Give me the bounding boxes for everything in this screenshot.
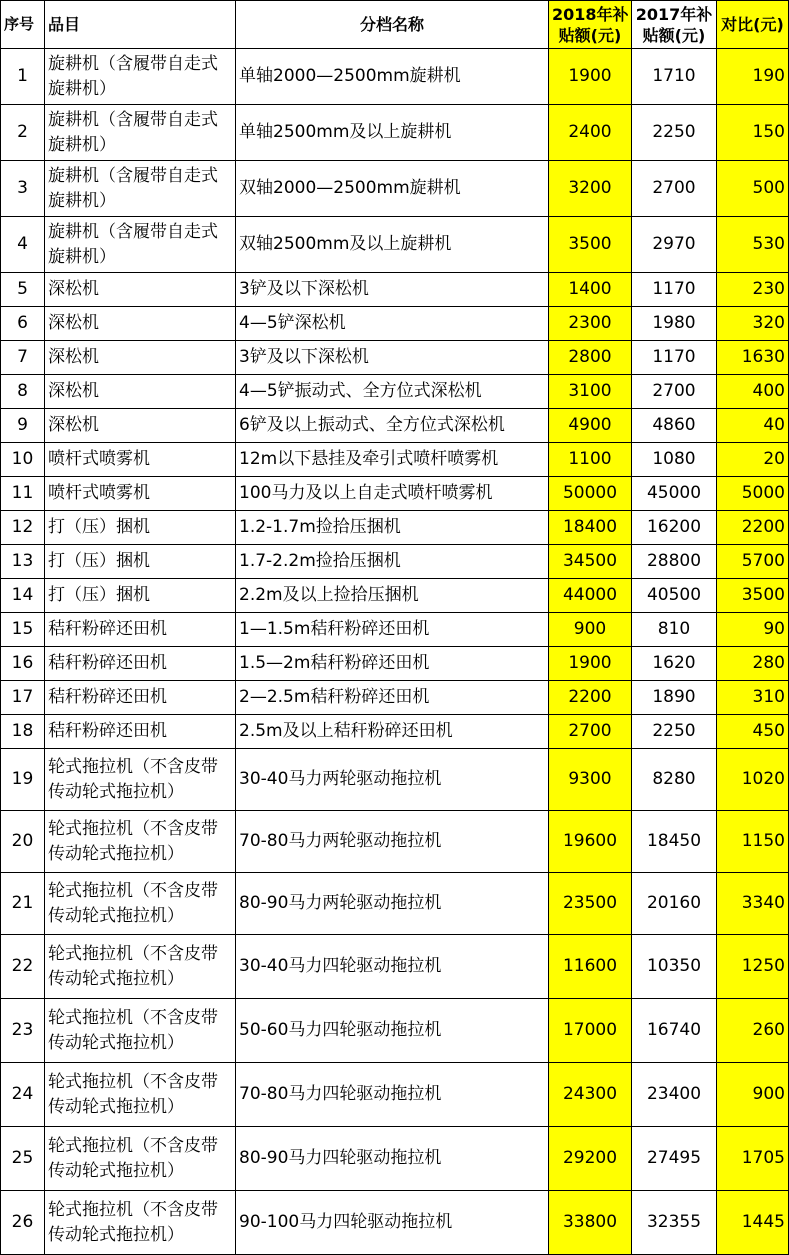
row-seq: 10 [1,443,45,477]
row-2018-subsidy: 4900 [549,409,632,443]
row-diff: 1250 [717,935,789,999]
row-item-name: 旋耕机（含履带自走式旋耕机） [45,49,236,105]
row-2018-subsidy: 2400 [549,105,632,161]
row-2018-subsidy: 34500 [549,545,632,579]
table-row [1,681,789,715]
row-seq: 21 [1,873,45,935]
row-item-name: 轮式拖拉机（不含皮带传动轮式拖拉机） [45,749,236,811]
row-tier-name: 12m以下悬挂及牵引式喷杆喷雾机 [236,443,549,477]
row-seq: 22 [1,935,45,999]
row-2018-subsidy: 1900 [549,49,632,105]
table-row [1,873,789,935]
row-item-name: 喷杆式喷雾机 [45,477,236,511]
row-diff: 1630 [717,341,789,375]
row-item-name: 深松机 [45,409,236,443]
table-row [1,1191,789,1255]
table-row [1,443,789,477]
row-seq: 16 [1,647,45,681]
table-body [1,49,789,1255]
table-row [1,647,789,681]
row-seq: 5 [1,273,45,307]
row-tier-name: 6铲及以上振动式、全方位式深松机 [236,409,549,443]
header-2018-line2: 贴额(元) [558,25,622,45]
row-2017-subsidy: 1170 [632,273,717,307]
row-2017-subsidy: 4860 [632,409,717,443]
row-2017-subsidy: 16200 [632,511,717,545]
header-diff: 对比(元) [717,1,789,49]
row-2017-subsidy: 32355 [632,1191,717,1255]
row-item-name: 喷杆式喷雾机 [45,443,236,477]
row-2017-subsidy: 28800 [632,545,717,579]
row-item-name: 旋耕机（含履带自走式旋耕机） [45,161,236,217]
row-2018-subsidy: 3500 [549,217,632,273]
row-seq: 14 [1,579,45,613]
row-2018-subsidy: 17000 [549,999,632,1063]
header-tier: 分档名称 [236,1,549,49]
row-seq: 17 [1,681,45,715]
row-item-name: 深松机 [45,273,236,307]
table-row [1,999,789,1063]
table-row [1,1063,789,1127]
table-row [1,715,789,749]
row-2017-subsidy: 2250 [632,105,717,161]
row-item-name: 打（压）捆机 [45,545,236,579]
row-2017-subsidy: 1890 [632,681,717,715]
row-tier-name: 3铲及以下深松机 [236,273,549,307]
row-tier-name: 80-90马力四轮驱动拖拉机 [236,1127,549,1191]
row-diff: 2200 [717,511,789,545]
row-item-name: 深松机 [45,307,236,341]
row-2018-subsidy: 23500 [549,873,632,935]
row-2017-subsidy: 1980 [632,307,717,341]
row-seq: 25 [1,1127,45,1191]
row-2018-subsidy: 3100 [549,375,632,409]
table-row [1,49,789,105]
row-tier-name: 50-60马力四轮驱动拖拉机 [236,999,549,1063]
row-item-name: 打（压）捆机 [45,511,236,545]
row-2017-subsidy: 2700 [632,161,717,217]
row-tier-name: 70-80马力两轮驱动拖拉机 [236,811,549,873]
row-seq: 19 [1,749,45,811]
row-tier-name: 30-40马力两轮驱动拖拉机 [236,749,549,811]
row-item-name: 旋耕机（含履带自走式旋耕机） [45,217,236,273]
row-tier-name: 90-100马力四轮驱动拖拉机 [236,1191,549,1255]
row-2017-subsidy: 2700 [632,375,717,409]
row-seq: 18 [1,715,45,749]
row-2018-subsidy: 2300 [549,307,632,341]
row-diff: 320 [717,307,789,341]
row-tier-name: 2.5m及以上秸秆粉碎还田机 [236,715,549,749]
row-diff: 3500 [717,579,789,613]
row-diff: 90 [717,613,789,647]
row-2017-subsidy: 18450 [632,811,717,873]
row-seq: 15 [1,613,45,647]
row-seq: 13 [1,545,45,579]
row-diff: 20 [717,443,789,477]
row-item-name: 秸秆粉碎还田机 [45,681,236,715]
row-seq: 2 [1,105,45,161]
table-row [1,477,789,511]
row-2017-subsidy: 45000 [632,477,717,511]
row-seq: 12 [1,511,45,545]
table-row [1,105,789,161]
row-2018-subsidy: 24300 [549,1063,632,1127]
row-diff: 3340 [717,873,789,935]
row-2017-subsidy: 810 [632,613,717,647]
table-row [1,375,789,409]
row-item-name: 秸秆粉碎还田机 [45,647,236,681]
row-2018-subsidy: 9300 [549,749,632,811]
row-diff: 310 [717,681,789,715]
row-2018-subsidy: 1400 [549,273,632,307]
row-item-name: 秸秆粉碎还田机 [45,715,236,749]
row-2018-subsidy: 11600 [549,935,632,999]
row-2018-subsidy: 3200 [549,161,632,217]
row-tier-name: 双轴2500mm及以上旋耕机 [236,217,549,273]
row-tier-name: 1.2-1.7m捡拾压捆机 [236,511,549,545]
row-seq: 6 [1,307,45,341]
row-tier-name: 30-40马力四轮驱动拖拉机 [236,935,549,999]
row-diff: 1020 [717,749,789,811]
row-seq: 11 [1,477,45,511]
header-2017-line1: 2017年补 [635,4,713,24]
row-2017-subsidy: 23400 [632,1063,717,1127]
row-2018-subsidy: 18400 [549,511,632,545]
row-2017-subsidy: 2970 [632,217,717,273]
row-2017-subsidy: 8280 [632,749,717,811]
header-2018-line1: 2018年补 [552,4,629,24]
row-item-name: 轮式拖拉机（不含皮带传动轮式拖拉机） [45,999,236,1063]
table-row [1,613,789,647]
table-row [1,579,789,613]
row-tier-name: 80-90马力两轮驱动拖拉机 [236,873,549,935]
row-seq: 24 [1,1063,45,1127]
row-item-name: 轮式拖拉机（不含皮带传动轮式拖拉机） [45,935,236,999]
row-tier-name: 单轴2000—2500mm旋耕机 [236,49,549,105]
row-seq: 26 [1,1191,45,1255]
row-2018-subsidy: 900 [549,613,632,647]
row-diff: 400 [717,375,789,409]
row-2018-subsidy: 19600 [549,811,632,873]
row-item-name: 旋耕机（含履带自走式旋耕机） [45,105,236,161]
row-item-name: 打（压）捆机 [45,579,236,613]
row-seq: 3 [1,161,45,217]
row-tier-name: 4—5铲深松机 [236,307,549,341]
row-2017-subsidy: 1710 [632,49,717,105]
header-seq: 序号 [1,1,45,49]
row-tier-name: 1.5—2m秸秆粉碎还田机 [236,647,549,681]
table-row [1,749,789,811]
row-tier-name: 3铲及以下深松机 [236,341,549,375]
row-2018-subsidy: 1900 [549,647,632,681]
header-row [1,1,789,49]
table-row [1,341,789,375]
row-2017-subsidy: 1620 [632,647,717,681]
row-item-name: 深松机 [45,375,236,409]
row-2018-subsidy: 2800 [549,341,632,375]
table-row [1,545,789,579]
table-row [1,409,789,443]
row-2018-subsidy: 44000 [549,579,632,613]
row-diff: 1705 [717,1127,789,1191]
row-diff: 260 [717,999,789,1063]
row-diff: 530 [717,217,789,273]
row-diff: 900 [717,1063,789,1127]
row-2017-subsidy: 2250 [632,715,717,749]
table-row [1,1127,789,1191]
row-seq: 23 [1,999,45,1063]
table-row [1,935,789,999]
row-diff: 280 [717,647,789,681]
row-seq: 7 [1,341,45,375]
row-diff: 150 [717,105,789,161]
row-seq: 8 [1,375,45,409]
row-diff: 1445 [717,1191,789,1255]
row-2018-subsidy: 29200 [549,1127,632,1191]
row-seq: 1 [1,49,45,105]
header-2018-subsidy [549,1,632,49]
row-2018-subsidy: 1100 [549,443,632,477]
row-2018-subsidy: 2200 [549,681,632,715]
row-2017-subsidy: 16740 [632,999,717,1063]
row-diff: 190 [717,49,789,105]
header-item: 品目 [45,1,236,49]
row-2017-subsidy: 10350 [632,935,717,999]
row-tier-name: 70-80马力四轮驱动拖拉机 [236,1063,549,1127]
row-item-name: 深松机 [45,341,236,375]
table-row [1,273,789,307]
row-diff: 450 [717,715,789,749]
table-row [1,307,789,341]
row-tier-name: 单轴2500mm及以上旋耕机 [236,105,549,161]
table-row [1,511,789,545]
row-tier-name: 100马力及以上自走式喷杆喷雾机 [236,477,549,511]
row-2018-subsidy: 2700 [549,715,632,749]
row-item-name: 轮式拖拉机（不含皮带传动轮式拖拉机） [45,873,236,935]
row-diff: 40 [717,409,789,443]
row-tier-name: 双轴2000—2500mm旋耕机 [236,161,549,217]
row-diff: 230 [717,273,789,307]
row-2018-subsidy: 33800 [549,1191,632,1255]
header-2017-subsidy [632,1,717,49]
row-seq: 4 [1,217,45,273]
table-row [1,161,789,217]
row-tier-name: 1.7-2.2m捡拾压捆机 [236,545,549,579]
row-item-name: 轮式拖拉机（不含皮带传动轮式拖拉机） [45,1191,236,1255]
row-item-name: 轮式拖拉机（不含皮带传动轮式拖拉机） [45,1063,236,1127]
row-2017-subsidy: 1080 [632,443,717,477]
row-seq: 9 [1,409,45,443]
row-diff: 5700 [717,545,789,579]
row-diff: 1150 [717,811,789,873]
header-2017-line2: 贴额(元) [642,25,706,45]
table-row [1,811,789,873]
row-2017-subsidy: 20160 [632,873,717,935]
row-item-name: 轮式拖拉机（不含皮带传动轮式拖拉机） [45,811,236,873]
row-seq: 20 [1,811,45,873]
row-item-name: 轮式拖拉机（不含皮带传动轮式拖拉机） [45,1127,236,1191]
row-tier-name: 4—5铲振动式、全方位式深松机 [236,375,549,409]
row-2018-subsidy: 50000 [549,477,632,511]
row-tier-name: 2.2m及以上捡拾压捆机 [236,579,549,613]
row-diff: 500 [717,161,789,217]
row-tier-name: 2—2.5m秸秆粉碎还田机 [236,681,549,715]
row-2017-subsidy: 40500 [632,579,717,613]
row-diff: 5000 [717,477,789,511]
row-item-name: 秸秆粉碎还田机 [45,613,236,647]
table-row [1,217,789,273]
row-2017-subsidy: 27495 [632,1127,717,1191]
row-tier-name: 1—1.5m秸秆粉碎还田机 [236,613,549,647]
row-2017-subsidy: 1170 [632,341,717,375]
